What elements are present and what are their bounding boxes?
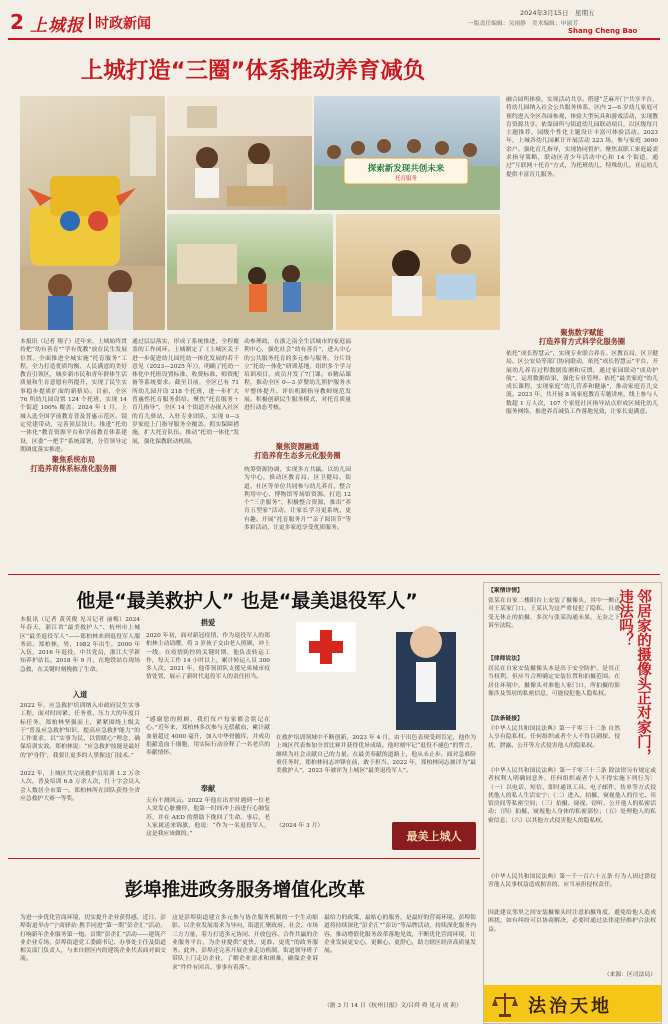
article3-title: 彭埠推进政务服务增值化改革 bbox=[124, 880, 366, 901]
section-divider bbox=[89, 13, 91, 29]
article2-col2-subhead1: 捐爱 bbox=[200, 618, 216, 627]
masthead bbox=[8, 8, 660, 36]
article3-col3: 最给力的政策，最贴心的服务，是最好的营商环境。彭埠街道将持续深化“彭企汇”“彭访”等品牌活动，持续深化服务内容，推动增值化服务改革落地见效，不断优化营商环境，让企业发展更安心、更顺心、更舒心，助力辖区经济高质量发展。 bbox=[324, 915, 476, 955]
article1-title: 上城打造“三圈”体系推动养育减负 bbox=[80, 58, 426, 84]
paper-name-logo: 上城报 bbox=[30, 16, 84, 36]
article2-col3-end: （2024 年 3 月） bbox=[276, 823, 324, 829]
photo-outdoor-play-art bbox=[167, 214, 333, 330]
article2-col2: 2020 年初，面对新冠疫情，作为退役军人的郑柏林主动请缨，将 3 岁孩子交由老人照顾，冲上一线。在疫情防控的关键时期，他负责转运工作，每天工作 14 小时以上，累计转运人员 300 多人次。2021 年，他带领团队支援兄弟城市疫情处置，展示了新时代退役军人的责任担当。 bbox=[146, 633, 270, 681]
page-number: 2 bbox=[10, 10, 24, 34]
scales-icon bbox=[490, 989, 520, 1019]
sidebar-question: 邻居家的摄像头正对家门，违法吗？ bbox=[617, 589, 651, 763]
article3-col1: 为进一步优化营商环境，切实提升企业获得感，近日，彭埠街道举办“宁商驿站·携手同进”第一期“彭企汇”活动，打响新年企业服务第一炮。首期“彭企汇”活动——建筑产业企业专场，彭埠街道党工委副书记、办事处主任及街道相关部门负责人，与来自辖区内的建筑企业代表面对面交流。 bbox=[20, 915, 166, 963]
sidebar-footer-title: 法治天地 bbox=[528, 996, 612, 1017]
article3-col3-end: （据 3 月 14 日《杭州日报》文/吕舜 舜 见习 成 莉） bbox=[324, 1003, 462, 1009]
article2-title: 他是“最美救护人” 也是“最美退役军人” bbox=[76, 590, 418, 612]
photo-sign-text: 探索新发现共创未来 bbox=[367, 164, 445, 174]
photo-toddler bbox=[336, 214, 500, 330]
photo-group-sign bbox=[314, 96, 500, 210]
sidebar-analysis-label: 【律师说法】 bbox=[488, 656, 523, 662]
slogan-text: Shang Cheng Bao bbox=[568, 27, 638, 35]
article2-col2-subhead2: 奉献 bbox=[200, 784, 216, 793]
issue-date bbox=[520, 8, 594, 17]
photo-children-dragon bbox=[20, 96, 165, 330]
article1-col4b: 依托“成长智慧云”，实现专业联合养育。区教育局、区卫健局、区公安局等部门协同联动，依托“成长智慧云”平台，开展幼儿养育过程数据监测和反馈，通过家园联动“成功护航”，运用数据结果，强化专业管理。依托“最美家庭”幼儿成长课程，实现家庭“幼儿营养和健康”，推动家庭育儿交流。2023 年，共开展 8 场家庭教育专题讲座，线上参与人数超 1 万人次，107 个家庭社区指导站点形成区域化幼儿服务网络，推进养育减负工作落地见效，让家长更满意。 bbox=[506, 351, 658, 416]
article2-col1b: 2022 年，应急救护培训纳入市政府民生实事工程，面对时间紧、任务重、压力大的年度目标任务，郑柏林坚强而上，紧紧围绕上级关于“普及应急救护知识，提高应急救护能力”的工作要求，以“实事为民、以情暖心”理念，确保培训实效。郑柏林说：“应急救护技能是最好的‘护身符’，我要让更多的人掌握这门技术。” bbox=[20, 703, 140, 759]
sidebar-footer-banner bbox=[484, 985, 661, 1022]
sidebar-law-label: 【法条链接】 bbox=[488, 716, 523, 722]
photo-toddler-art bbox=[336, 214, 500, 330]
date-text: 2024年3月15日 bbox=[520, 9, 569, 17]
article1-col3: 动参理政，在浙之南全生活城市的家庭福利中心，强化社会“幼有善育”，进入中心的公共服务托育的多元参与服务。分片设立“托幼一体化”研训基地，组织多个学习培训项目，成员开发了7门课。市精品课程，推动全区 0—3 岁婴幼儿照护服务水平整体提升。评估机制指导教师规范发展。积极创新民生服务模式，对托育质量进行动态考核。 bbox=[244, 339, 351, 412]
sidebar-legal-case bbox=[483, 582, 662, 1024]
photo-portrait bbox=[276, 612, 476, 730]
sidebar-source: （来源：区司法局） bbox=[603, 972, 656, 978]
article1-col1: 本报讯（记者 翔子）近年来，上城始终贯持把“幼有善育”“学有优教”放在民生发展位置，全面推进全城实施“托育服务”工程，全力打造优质均衡、人民满意的美好教育引领区，城乡新市民和青年群体生活质量和生育意愿有所提升，实现了民生实事稳步提质扩面的新格局。目前，全区 76 所幼儿园设置 124 个托班，实现 14 个街道 100% 覆盖。2024 年 1 月，上城入选全国学前教育普及普惠示范区。镜定党建带动，完善顶层设计。推进“托幼一体化”教育资源平台和学前教育体系建设，区委“一把手”系统部署，分管领导定期调度落实推进。 bbox=[20, 339, 127, 453]
sidebar-analysis-body: 居民在自家安装摄像头本是出于安全防护，是其正当权利，但应当合理确定安装位置和拍摄范围。在居住环境中，摄像头对准他人家门口，所拍摄的影像涉及邻居的私密信息，可能侵犯他人隐私权。 bbox=[488, 666, 620, 697]
sidebar-note: 因此建议邻里之间安装摄像头时注意拍摄角度，避免给他人造成困扰，如有纠纷可以协商解决，必要时通过法律途径维护合法权益。 bbox=[488, 910, 656, 933]
sidebar-law3: 《中华人民共和国民法典》第一千一百六十五条 行为人因过错侵害他人民事权益造成损害的，应当承担侵权责任。 bbox=[488, 874, 656, 889]
weekday-text: 星期五 bbox=[574, 9, 595, 17]
article2-col2b: “感谢您的照顾，我们每户每家都会铭记在心。”近年来，郑柏林多次参与无偿献血，累计献血量超过 4000 毫升，加入中华骨髓库，并成功捐献造血干细胞，用实际行动诠释了一名老兵的奉献情怀。 bbox=[146, 717, 270, 757]
photo-classroom-art bbox=[167, 96, 312, 210]
article1-col3-subhead: 聚焦资源融通 打造养育生态多元化服务圈 bbox=[254, 442, 341, 460]
photo-portrait-art bbox=[276, 612, 476, 730]
best-shangcheng-badge-text: 最美上城人 bbox=[406, 830, 462, 843]
sidebar-law1: 《中华人民共和国民法典》第一千零三十二条 自然人享有隐私权。任何组织或者个人不得以刺探、侵扰、泄露、公开等方式侵害他人的隐私权。 bbox=[488, 726, 620, 749]
article1-col3b: 统筹资源协调，实现多方共赢。以幼儿园为中心，推动区教育局、区卫健局、街道、社区等单位共同参与幼儿养育，整合利用中心、博物馆等场馆资源。打造 12 个“三企服务”，积极整合资源，推出“养育五型家”活动，让家长学习更系统、更有趣。开展“托育服务月”“亲子阅读节”等多彩活动，让更多家庭享受优质服务。 bbox=[244, 467, 351, 532]
article1-col4: 融合园所体验，实现活动共享。搭建“芝麻开门”共享平台，将幼儿园纳入社会公共服务体系，区内 2—6 岁幼儿家庭可预约进入全区各园参观，体验大型玩具和游戏活动，实现教育资源共享。依靠园所与街道幼儿园联动项目，以区级每月主题推荐，园级个性化主题设计丰富可体验活动。2023 年，上城各幼儿园累计开展活动 223 场，参与家庭 3600 余户。强化育儿指导，实现协同督护。聚焦双职工家庭最需求指导策略，联动区青少年活动中心和 14 个街道，通过“互联网＋托育”方式，为托班幼儿、特殊幼儿、亚运幼儿提供丰富育儿服务。 bbox=[506, 97, 658, 178]
article1-col2: 通过层层落实，形成了系统推进、全程覆盖的工作闭环。上城制定了《上城区关于进一步促进幼儿园托幼一体化发展的若干意见（2023—2025 年）》，明确了托幼一体化中托班设置标准、收费标准、师资配备等系统要求。截至目前，全区已有 71 所幼儿园开设 218 个托班，进一步扩大普惠性托育服务供给。聚焦“托育服务＋育儿指导”，全区 14 个街道开办嵌入社区的育儿驿站，入驻专业团队，实现 0—3 岁家庭上门指导服务全覆盖。抓实保障措施，扩大托育队伍。推动“托幼一体化”发展，强化保教联动机制。 bbox=[132, 339, 239, 445]
sidebar-case-label: 【案情详情】 bbox=[488, 588, 523, 594]
best-shangcheng-badge bbox=[392, 822, 476, 850]
sidebar-law2: 《中华人民共和国民法典》第一千零三十三条 除法律另有规定或者权利人明确同意外，任何组织或者个人不得实施下列行为：（一）以电话、短信、即时通讯工具、电子邮件、传单等方式侵扰他人的私人生活安宁；（二）进入、拍摄、窥视他人的住宅、宾馆房间等私密空间；（三）拍摄、窥视、窃听、公开他人的私密活动；（四）拍摄、窥视他人身体的私密部位；（五）处理他人的私密信息；（六）以其他方式侵害他人的隐私权。 bbox=[488, 768, 656, 824]
section-rule-1 bbox=[8, 574, 660, 575]
photo-group-sign-art bbox=[314, 96, 500, 210]
photo-classroom bbox=[167, 96, 312, 210]
sidebar-case-body: 张某在自家二楼阳台上安装了摄像头，其中一侧正对王某家门口。王某认为这严重侵犯了隐私，且遭受无休止的拍摄，多次与张某沟通未果，无奈之下诉至法院。 bbox=[488, 598, 620, 629]
article2-col1-subhead: 入道 bbox=[72, 690, 88, 699]
article3-col2: 这是彭埠街道建立多元参与协企服务机制的一个生动缩影。以企业发展需求为导向，街道汇聚政府、社会、市场三方力量，着力打造多元协同、开放包容、合作共赢的企业服务平台，为企业提供“更快、更准、更优”的政务服务。此外，彭埠还完善开展企业走访机制，街道领导班子带队上门走访企业，了解企业需求和困难，确保企业诉求“件件有回音、事事有着落”。 bbox=[172, 915, 318, 971]
photo-outdoor-play bbox=[167, 214, 333, 330]
article2-col1c: 2022 年，上城区共完成救护员培训 1.2 万余人次，普及培训 6.8 万余人次，红十字会员入会人数居全市第一。郑柏林所在团队获得全省应急救护大赛一等奖。 bbox=[20, 771, 140, 802]
article2-col1: 本报讯（记者 黄英俊 见习记者 丽梅）2024 年春天，浙江省“最美救护人”、杭州市上城区“最美退役军人”——郑柏林来到退役军人服务站。郑柏林，男，1982 年出生，2000 年入伍，2016 年退役，中共党员，浙江大学新知养护站长。2018 年 9 月，在地铁站台现场急救，在关键时刻挽救了生命。 bbox=[20, 617, 140, 673]
section-rule-2 bbox=[8, 858, 480, 859]
header-rule bbox=[8, 38, 660, 40]
editors-line: 一版责任编辑：吴雨静 美术编辑：申淑芳 bbox=[468, 21, 579, 27]
article2-col3: 在救护培训领域中不断创新，2023 年 4 月，由于出色表现受到肯定，他作为上城区代表参加全省比赛并获得优异成绩。他时刻牢记“退役不褪色”的誓言，继续为社会贡献自己的力量。在最美奉献的道路上，他从未止步。面对急难险重任务时，郑柏林同志冲锋在前，敢于担当。2022 年，郑柏林同志被评为“最美救护人”，2023 年被评为上城区“最美退役军人”。 bbox=[276, 735, 476, 775]
photo-children-dragon-art bbox=[20, 96, 165, 330]
article2-col2c: 天有不测风云。2022 年他在出差时遇到一位老人突发心脏骤停，他第一时间冲上前进行心肺复苏，并在 AED 的帮助下挽回了生命。事后，老人家属送来锦旗，他说：“作为一名退役军人，这是我应该做的。” bbox=[146, 798, 270, 838]
article1-col1-subhead: 聚焦系统布局 打造养育体系标准化服务圈 bbox=[30, 455, 117, 473]
photo-sign-sub: 托育服务 bbox=[394, 176, 417, 182]
article1-col4-subhead: 聚焦数字赋能 打造养育方式科学化服务圈 bbox=[538, 328, 626, 346]
scales-icon-svg bbox=[490, 989, 520, 1019]
section-name: 时政新闻 bbox=[95, 16, 151, 32]
